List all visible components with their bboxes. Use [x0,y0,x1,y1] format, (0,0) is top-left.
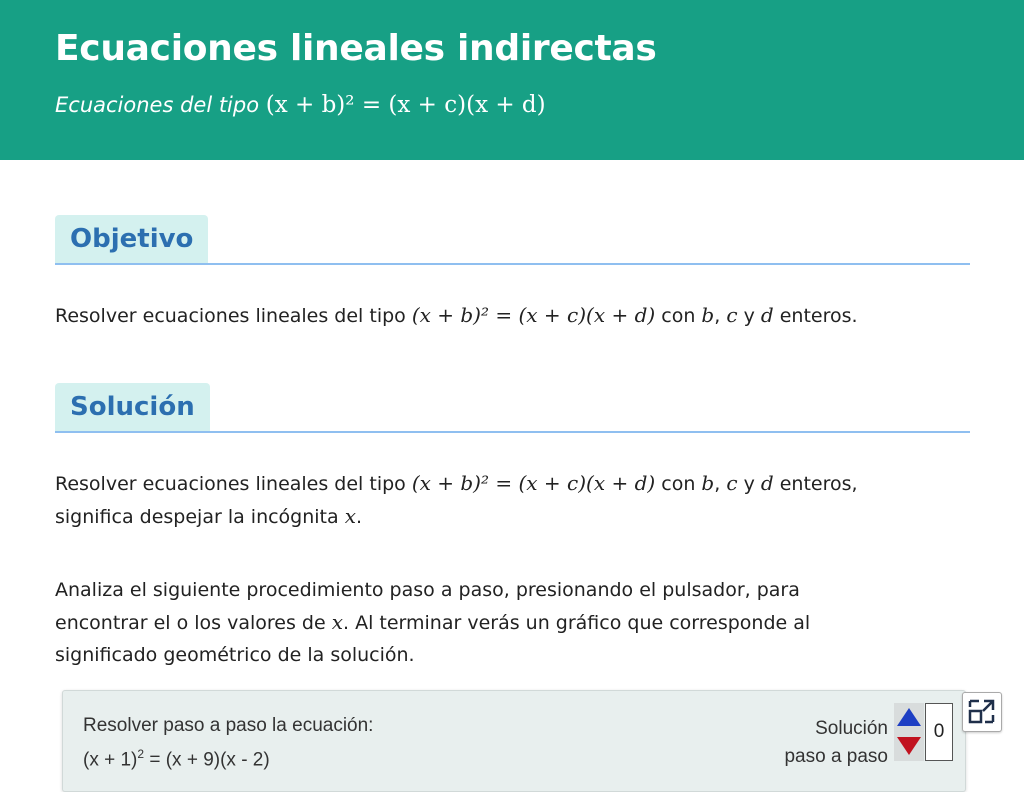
subtitle-formula: (x + b)² = (x + c)(x + d) [265,92,546,118]
triangle-up-icon[interactable] [897,708,921,726]
solucion-p2-var-x: x [331,610,343,634]
objetivo-text-con: con [661,305,696,327]
objetivo-formula: (x + b)² = (x + c)(x + d) [411,303,656,327]
solucion-var-b: b [701,471,715,495]
objetivo-line [55,299,970,332]
subtitle-text: Ecuaciones del tipo [55,93,266,117]
page-title: Ecuaciones lineales indirectas [55,28,657,69]
widget-label: Resolver paso a paso la ecuación: [83,715,374,736]
step-label-line1: Solución [815,718,888,739]
widget-equation-left: (x + 1) [83,749,138,771]
solucion-p1-line2-text: significa despejar la incógnita [55,506,345,528]
widget-equation-right: = (x + 9)(x - 2) [144,749,270,771]
solucion-p1-text: Resolver ecuaciones lineales del tipo [55,473,412,495]
section-objetivo-title: Objetivo [55,215,208,263]
solucion-comma: , [714,473,721,495]
objetivo-var-c: c [726,303,738,327]
step-label-line2: paso a paso [784,746,888,767]
solucion-p2-line2-rest: . Al terminar verás un gráfico que corresponde al [343,612,811,634]
objetivo-end: enteros. [779,305,858,327]
spinner-arrows [894,703,924,761]
step-value[interactable]: 0 [925,703,953,761]
page-subtitle [55,92,546,118]
objetivo-var-d: d [760,303,774,327]
solucion-p1-var-x: x [344,504,356,528]
solucion-p2-line1: Analiza el siguiente procedimiento paso a paso, presionando el pulsador, para [55,579,800,601]
solucion-p2-line2-text: encontrar el o los valores de [55,612,332,634]
widget-equation-exponent: 2 [137,747,145,761]
solucion-p1-end: enteros, [779,473,858,495]
triangle-down-icon[interactable] [897,737,921,755]
objetivo-conj: y [743,305,755,327]
section-objetivo-header [55,215,970,265]
solucion-p1-line2 [55,500,970,533]
solucion-var-d: d [760,471,774,495]
objetivo-var-b: b [701,303,715,327]
objetivo-paragraph [55,299,970,332]
step-spinner [894,703,951,761]
solucion-p1-period: . [355,506,363,528]
solucion-conj: y [743,473,755,495]
fullscreen-icon [963,693,1001,731]
solucion-p1-con: con [661,473,696,495]
step-by-step-widget [62,690,966,792]
section-solucion-title: Solución [55,383,210,431]
solucion-var-c: c [726,471,738,495]
solucion-paragraph-1 [55,467,970,533]
solucion-paragraph-2 [55,574,970,671]
fullscreen-button[interactable] [962,692,1002,732]
solucion-p2-line3: significado geométrico de la solución. [55,644,415,666]
objetivo-comma: , [714,305,721,327]
solucion-p1-line1 [55,467,970,500]
solucion-p2-line2 [55,606,970,639]
objetivo-text: Resolver ecuaciones lineales del tipo [55,305,412,327]
solucion-p1-formula: (x + b)² = (x + c)(x + d) [411,471,656,495]
section-solucion-header [55,383,970,433]
page-header [0,0,1024,160]
step-label [748,715,888,771]
